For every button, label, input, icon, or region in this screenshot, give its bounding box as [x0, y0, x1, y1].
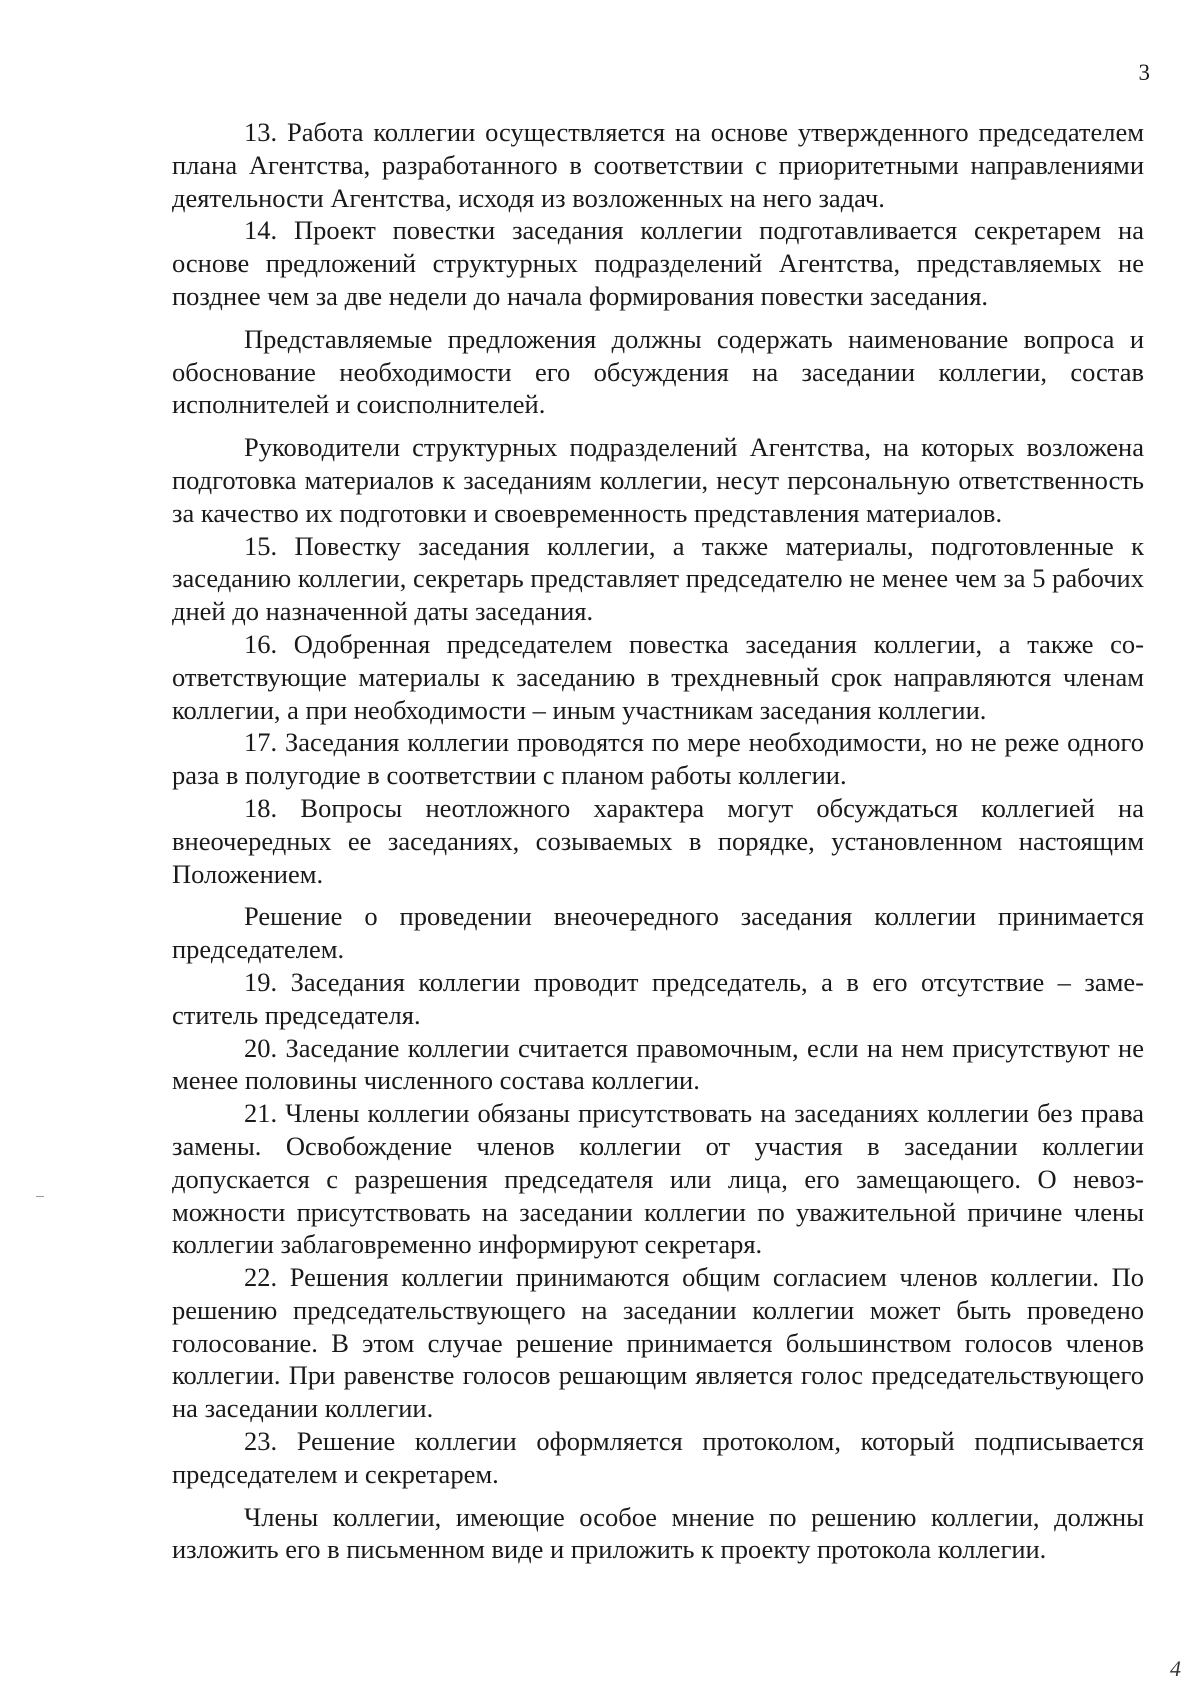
paragraph-16: 16. Одобренная председателем повестка заседания коллегии, а также соответствующие материалы к заседанию в трехдневный срок направляются членам коллегии, а при необходимости – иным участникам заседания коллегии. — [172, 628, 1144, 725]
paragraph-17: 17. Заседания коллегии проводятся по мере необходимости, но не реже одного раза в полугодие в соответствии с планом работы коллегии. — [172, 727, 1144, 791]
paragraph-15: 15. Повестку заседания коллегии, а также материалы, подготовленные к заседанию коллегии, секретарь представляет председателю не менее чем за 5 рабочих дней до назначенной даты заседания. — [172, 530, 1144, 627]
paragraph-22: 22. Решения коллегии принимаются общим согласием членов коллегии. По решению председательствующего на заседании коллегии может быть проведено голосование. В этом случае решение принимается большинством голосов членов коллегии. При равенстве голосов решающим является голос председательствующего на заседании коллегии. — [172, 1262, 1144, 1424]
paragraph-18-decision: Решение о проведении внеочередного заседания коллегии принимается председателем. — [172, 901, 1144, 965]
paragraph-21: 21. Члены коллегии обязаны присутствовать на заседаниях коллегии без права замены. Освобождение членов коллегии от участия в заседании коллегии допускается с разрешения председателя или лица, его замещающего. О невозможности присутствовать на заседании коллегии по уважительной причине члены коллегии заблаговременно информируют секретаря. — [172, 1098, 1144, 1260]
paragraph-23-dissent: Члены коллегии, имеющие особое мнение по решению коллегии, должны изложить его в письменном виде и приложить к проекту протокола коллегии. — [172, 1501, 1144, 1565]
paragraph-13: 13. Работа коллегии осуществляется на основе утвержденного председателем плана Агентства, разработанного в соответствии с приоритетными направлениями деятельности Агентства, исходя из возложенных на него задач. — [172, 117, 1144, 213]
paragraph-14: 14. Проект повестки заседания коллегии подготавливается секретарем на основе предложений структурных подразделений Агентства, представляемых не позднее чем за две недели до начала формирования повестки заседания. — [172, 215, 1144, 311]
scan-speck — [36, 1196, 44, 1197]
page-number: 3 — [1138, 60, 1150, 85]
paragraph-23: 23. Решение коллегии оформляется протоколом, который подписывается председателем и секретарем. — [172, 1426, 1144, 1489]
paragraph-18: 18. Вопросы неотложного характера могут обсуждаться коллегией на внеочередных ее заседаниях, созываемых в порядке, установленном настоящим Положением. — [172, 792, 1144, 889]
document-body — [172, 116, 1144, 1566]
handwritten-corner-mark: 4 — [1170, 1656, 1181, 1681]
paragraph-19: 19. Заседания коллегии проводит председатель, а в его отсутствие – заместитель председателя. — [172, 966, 1144, 1030]
paragraph-14-responsibility: Руководители структурных подразделений Агентства, на которых возложена подготовка материалов к заседаниям коллегии, несут персональную ответственность за качество их подготовки и своевременность представления материалов. — [172, 432, 1144, 528]
paragraph-20: 20. Заседание коллегии считается правомочным, если на нем присутствуют не менее половины численного состава коллегии. — [172, 1032, 1144, 1096]
paragraph-14-proposals: Представляемые предложения должны содержать наименование вопроса и обоснование необходимости его обсуждения на заседании коллегии, состав исполнителей и соисполнителей. — [172, 323, 1144, 420]
